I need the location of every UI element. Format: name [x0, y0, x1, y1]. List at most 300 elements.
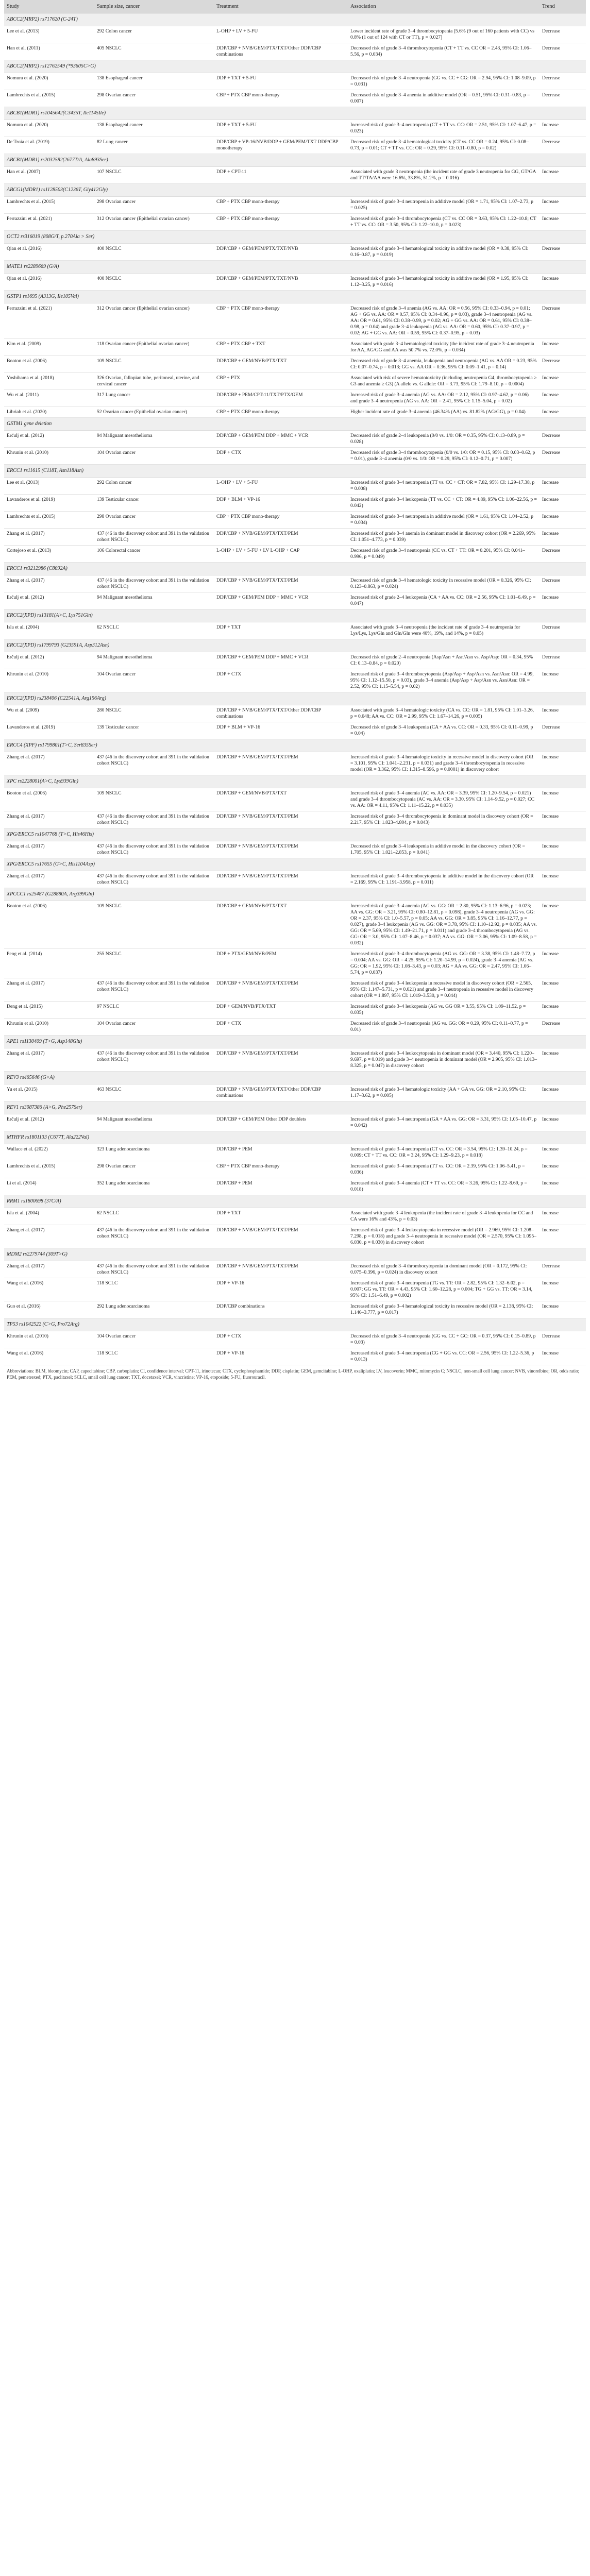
header-sample: Sample size, cancer: [94, 0, 214, 13]
cell-sample: 298 Ovarian cancer: [94, 1161, 214, 1178]
cell-treatment: DDP/CBP combinations: [214, 1301, 348, 1318]
cell-trend: Decrease: [540, 1331, 586, 1348]
cell-treatment: CBP + PTX CBP mono-therapy: [214, 1161, 348, 1178]
cell-trend: Decrease: [540, 90, 586, 107]
cell-sample: 139 Testicular cancer: [94, 495, 214, 512]
cell-study: Booton et al. (2006): [4, 901, 94, 949]
cell-association: Increased risk of grade 3–4 hematological toxicity in additive model (OR = 1.95, 95% CI: 1.12–3.25, p = 0.016): [348, 274, 540, 291]
table-row: [4, 546, 586, 563]
cell-treatment: DDP/CBP + NVB/GEM/PTX/TXT/PEM: [214, 811, 348, 828]
cell-association: Associated with grade 3–4 hematologic toxicity (CA vs. CC: OR = 1.81, 95% CI: 1.01–3.26, p = 0.048; AA vs. CC: OR = 2.99, 95% CI: 1.67–14.26, p = 0.005): [348, 705, 540, 722]
variant-section-row: [4, 828, 586, 841]
cell-association: Lower incident rate of grade 3–4 thrombocytopenia [5.6% (9 out of 160 patients with CC) vs 0.8% (1 out of 124 with CT or TT), p = 0.027]: [348, 26, 540, 43]
table-row: [4, 390, 586, 407]
cell-association: Decreased risk of grade 2–4 leukopenia (0/0 vs. 1/0: OR = 0.35, 95% CI: 0.13–0.89, p = 0.028): [348, 431, 540, 448]
cell-association: Decreased risk of grade 3–4 leukopenia in additive model in the discovery cohort (OR = 1.705, 95% CI: 1.021–2.853, p = 0.041): [348, 841, 540, 858]
variant-section-row: [4, 154, 586, 167]
cell-treatment: L-OHP + LV + 5-FU: [214, 478, 348, 495]
cell-association: Associated with grade 3–4 neutropenia (the incident rate of grade 3–4 neutropenia for Lys/Lys, Lys/Gln and Gln/Gln were 40%, 19%, and 14%, p = 0.05): [348, 622, 540, 639]
cell-association: Decreased risk of grade 3–4 hematologic toxicity in recessive model (OR = 0.326, 95% CI: 0.123–0.863, p = 0.024): [348, 575, 540, 592]
variant-section-row: [4, 291, 586, 303]
variant-title: ERCC2(XPD) rs238406 (C22541A, Arg156Arg): [4, 692, 586, 705]
cell-sample: 138 Esophageal cancer: [94, 120, 214, 137]
cell-trend: Increase: [540, 1144, 586, 1161]
table-row: [4, 752, 586, 775]
cell-association: Decreased risk of grade 3–4 anemia (AG vs. AA: OR = 0.56, 95% CI: 0.33–0.94, p = 0.01; AG + GG vs. AA: OR = 0.57, 95% CI: 0.34–0.96, p = 0.03), grade 3–4 neutropenia (AG vs. AA: OR = 0.61, 95% CI: 0.38–0.99, p = 0.02; AG + GG vs. AA: OR = 0.61, 95% CI: 0.38–0.98, p = 0.04) and grade 3–4 leukopenia (AG vs. AA: OR = 0.60, 95% CI: 0.37–0.97, p = 0.02; AG + GG vs. AA: OR = 0.59, 95% CI: 0.37–0.95, p = 0.03): [348, 303, 540, 339]
cell-sample: 94 Malignant mesothelioma: [94, 592, 214, 609]
cell-trend: Increase: [540, 214, 586, 231]
cell-sample: 323 Lung adenocarcinoma: [94, 1144, 214, 1161]
table-row: [4, 978, 586, 1002]
cell-treatment: L-OHP + LV + 5-FU + LV L-OHP + CAP: [214, 546, 348, 563]
variant-section-row: [4, 1072, 586, 1084]
cell-trend: Increase: [540, 901, 586, 949]
cell-sample: 292 Colon cancer: [94, 26, 214, 43]
variant-title: MTHFR rs1801133 (C677T, Ala222Val): [4, 1131, 586, 1144]
cell-association: Decreased risk of grade 3–4 thrombocytopenia in dominant model (OR = 0.172, 95% CI: 0.075–0.396, p = 0.024) in discovery cohort: [348, 1261, 540, 1278]
variant-title: GSTM1 gene deletion: [4, 418, 586, 431]
cell-association: Increased risk of grade 3–4 neutropenia (TT vs. CC + CT: OR = 7.82, 95% CI: 1.29–17.38, p = 0.008): [348, 478, 540, 495]
cell-treatment: CBP + PTX CBP mono-therapy: [214, 407, 348, 418]
table-row: [4, 622, 586, 639]
cell-study: Isla et al. (2004): [4, 1208, 94, 1225]
cell-treatment: DDP/CBP + NVB/GEM/PTX/TXT/PEM: [214, 529, 348, 546]
cell-trend: Increase: [540, 949, 586, 978]
cell-trend: Increase: [540, 788, 586, 811]
variant-title: XPG/ERCC5 rs1047768 (T>C, His46His): [4, 828, 586, 841]
cell-association: Decreased risk of grade 3–4 neutropenia (GG vs. CC + GC: OR = 0.37, 95% CI: 0.15–0.89, p = 0.03): [348, 1331, 540, 1348]
table-row: [4, 811, 586, 828]
cell-treatment: DDP/CBP + PEM: [214, 1178, 348, 1195]
cell-study: Cortejoso et al. (2013): [4, 546, 94, 563]
cell-trend: Decrease: [540, 26, 586, 43]
cell-trend: Increase: [540, 120, 586, 137]
cell-treatment: DDP + TXT + 5-FU: [214, 73, 348, 90]
cell-study: Zhang et al. (2017): [4, 1048, 94, 1072]
cell-study: Khrunin et al. (2010): [4, 1019, 94, 1036]
cell-association: Associated with grade 3–4 leukopenia (the incident rate of grade 3–4 leukopenia for CC and CA were 16% and 43%, p = 0.03): [348, 1208, 540, 1225]
cell-treatment: L-OHP + LV + 5-FU: [214, 26, 348, 43]
cell-trend: Decrease: [540, 43, 586, 60]
cell-sample: 97 NSCLC: [94, 1002, 214, 1019]
cell-study: Perrazzini et al. (2021): [4, 303, 94, 339]
cell-trend: Increase: [540, 167, 586, 184]
cell-association: Increased risk of grade 3–4 anemia (AG vs. AA: OR = 2.12, 95% CI: 0.97–4.62, p = 0.06) and grade 3–4 neutropenia (AG vs. AA: OR = 2.41, 95% CI: 1.15–5.04, p = 0.02): [348, 390, 540, 407]
cell-association: Increased risk of grade 3–4 thrombocytopenia (AG vs. GG: OR = 3.38, 95% CI: 1.48–7.72, p = 0.004; AA vs. GG: OR = 4.25, 95% CI: 1.20–14.99, p = 0.024), grade 3–4 anemia (AG vs. GG: OR = 1.92, 95% CI: 1.08–3.43, p = 0.03; AG + AA vs. GG: OR = 2.47, 95% CI: 1.06–5.74, p = 0.037): [348, 949, 540, 978]
cell-study: Zhang et al. (2017): [4, 978, 94, 1002]
cell-study: Kim et al. (2009): [4, 339, 94, 356]
variant-section-row: [4, 13, 586, 26]
cell-association: Decreased risk of grade 3–4 thrombocytopenia (0/0 vs. 1/0: OR = 0.15, 95% CI: 0.03–0.62, p = 0.01), grade 3–4 anemia (0/0 vs. 1/0: OR = 0.29, 95% CI: 0.12–0.71, p = 0.007): [348, 448, 540, 465]
cell-sample: 400 NSCLC: [94, 274, 214, 291]
cell-treatment: DDP/CBP + GEM/NVB/PTX/TXT: [214, 788, 348, 811]
cell-sample: 109 NSCLC: [94, 788, 214, 811]
cell-treatment: DDP + GEM/NVB/PTX/TXT: [214, 1002, 348, 1019]
cell-study: Lambrechts et al. (2015): [4, 197, 94, 214]
cell-association: Increased risk of grade 3–4 neutropenia (TT vs. CC: OR = 2.39, 95% CI: 1.06–5.41, p = 0.036): [348, 1161, 540, 1178]
variant-section-row: [4, 261, 586, 274]
cell-trend: Increase: [540, 1114, 586, 1131]
table-row: [4, 575, 586, 592]
cell-association: Increased risk of grade 3–4 neutropenia in additive model (OR = 1.71, 95% CI: 1.07–2.73, p = 0.025): [348, 197, 540, 214]
cell-sample: 82 Lung cancer: [94, 137, 214, 154]
cell-trend: Increase: [540, 373, 586, 390]
cell-trend: Increase: [540, 478, 586, 495]
cell-treatment: DDP + TXT: [214, 622, 348, 639]
cell-treatment: DDP/CBP + GEM/NVB/PTX/TXT: [214, 901, 348, 949]
variant-title: XPG/ERCC5 rs17655 (G>C, His1104Asp): [4, 858, 586, 871]
cell-treatment: DDP/CBP + PEM/CPT-11/TXT/PTX/GEM: [214, 390, 348, 407]
variant-title: REV1 rs3087386 (A>G, Phe257Ser): [4, 1101, 586, 1114]
cell-sample: 298 Ovarian cancer: [94, 512, 214, 529]
table-header: [4, 0, 586, 13]
header-row: [4, 0, 586, 13]
cell-trend: Increase: [540, 1348, 586, 1365]
cell-association: Decreased risk of grade 3–4 anemia, leukopenia and neutropenia (AG vs. AA OR = 0.23, 95% CI: 0.07–0.74, p = 0.013; GG vs. AA OR = 0.36, 95% CI: 0.09–1.41, p = 0.14): [348, 356, 540, 373]
header-study: Study: [4, 0, 94, 13]
cell-study: Wallace et al. (2022): [4, 1144, 94, 1161]
variant-section-row: [4, 692, 586, 705]
cell-study: Yoshihama et al. (2018): [4, 373, 94, 390]
header-association: Association: [348, 0, 540, 13]
cell-study: Guo et al. (2016): [4, 1301, 94, 1318]
cell-association: Increased risk of grade 3–4 leukocytopenia in recessive model (OR = 2.969, 95% CI: 1.208–7.298, p = 0.018) and grade 3–4 neutropenia in recessive model (OR = 2.570, 95% CI: 1.095–6.030, p = 0.030) in discovery cohort: [348, 1225, 540, 1248]
cell-trend: Increase: [540, 1278, 586, 1301]
cell-association: Increased risk of grade 3–4 leukocytopenia in dominant model (OR = 3.440, 95% CI: 1.220–9.697, p = 0.019) and grade 3–4 neutropenia in dominant model (OR = 2.905, 95% CI: 1.013–8.325, p = 0.047) in discovery cohort: [348, 1048, 540, 1072]
variant-section-row: [4, 60, 586, 73]
variant-title: ABCC2(MRP2) rs12762549 (*93605C>G): [4, 60, 586, 73]
variant-section-row: [4, 231, 586, 244]
cell-association: Increased risk of grade 3–4 thrombocytopenia in additive model in the discovery cohort (OR = 2.169, 95% CI: 1.191–3.958, p = 0.011): [348, 871, 540, 888]
cell-treatment: CBP + PTX: [214, 373, 348, 390]
table-row: [4, 431, 586, 448]
variant-section-row: [4, 184, 586, 197]
variant-title: ABCC2(MRP2) rs717620 (C-24T): [4, 13, 586, 26]
table-row: [4, 871, 586, 888]
variant-section-row: [4, 609, 586, 622]
table-row: [4, 1161, 586, 1178]
variant-section-row: [4, 1248, 586, 1261]
cell-trend: Increase: [540, 274, 586, 291]
cell-association: Increased risk of grade 3–4 thrombocytopenia (CT vs. CC OR = 3.63, 95% CI: 1.22–10.8; CT + TT vs. CC: OR = 3.50, 95% CI: 1.22–10.0, p = 0.023): [348, 214, 540, 231]
cell-association: Increased risk of grade 3–4 anemia in dominant model in discovery cohort (OR = 2.269, 95% CI: 1.051–4.773, p = 0.039): [348, 529, 540, 546]
table-row: [4, 495, 586, 512]
cell-association: Increased risk of grade 3–4 leukopenia in recessive model in discovery cohort (OR = 2.565, 95% CI: 1.147–5.731, p = 0.021) and grade 3–4 neutropenia in recessive model in discovery cohort (OR = 1.897, 95% CI: 1.019–3.530, p = 0.044): [348, 978, 540, 1002]
cell-sample: 292 Colon cancer: [94, 478, 214, 495]
cell-sample: 437 (46 in the discovery cohort and 391 in the validation cohort NSCLC): [94, 841, 214, 858]
cell-trend: Increase: [540, 871, 586, 888]
cell-treatment: DDP/CBP + GEM/PEM/PTX/TXT/NVB: [214, 274, 348, 291]
table-row: [4, 705, 586, 722]
cell-sample: 292 Lung adenocarcinoma: [94, 1301, 214, 1318]
cell-sample: 255 NSCLC: [94, 949, 214, 978]
cell-sample: 312 Ovarian cancer (Epithelial ovarian cancer): [94, 214, 214, 231]
cell-sample: 52 Ovarian cancer (Epithelial ovarian cancer): [94, 407, 214, 418]
cell-association: Associated with grade 3–4 hematological toxicity (the incident rate of grade 3–4 neutropenia for AA, AG/GG and AA was 50.7% vs. 72.0%, p = 0.034): [348, 339, 540, 356]
cell-study: Isla et al. (2004): [4, 622, 94, 639]
cell-trend: Increase: [540, 339, 586, 356]
cell-treatment: DDP/CBP + VP-16/NVB/DDP + GEM/PEM/TXT DDP/CBP monotherapy: [214, 137, 348, 154]
variant-title: ERCC1 rs11615 (C118T, Asn118Asn): [4, 465, 586, 478]
cell-treatment: DDP/CBP + GEM/PEM/PTX/TXT/NVB: [214, 244, 348, 261]
cell-study: Perrazzini et al. (2021): [4, 214, 94, 231]
table-row: [4, 669, 586, 692]
cell-sample: 437 (46 in the discovery cohort and 391 in the validation cohort NSCLC): [94, 1048, 214, 1072]
variant-section-row: [4, 1036, 586, 1048]
cell-sample: 312 Ovarian cancer (Epithelial ovarian cancer): [94, 303, 214, 339]
cell-association: Increased risk of grade 3–4 leukopenia (TT vs. CC + CT: OR = 4.89, 95% CI: 1.06–22.56, p = 0.042): [348, 495, 540, 512]
cell-sample: 62 NSCLC: [94, 622, 214, 639]
cell-association: Increased risk of grade 3–4 anemia (AG vs. GG: OR = 2.80, 95% CI: 1.13–6.96, p = 0.023; AA vs. GG: OR = 3.21, 95% CI: 0.80–12.81, p = 0.098), grade 3–4 neutropenia (AG vs. GG: OR = 2.37, 95% CI: 1.0–5.57, p = 0.05; AA vs. GG: OR = 3.85, 95% CI: 1.16–12.77, p = 0.027), grade 3–4 leukopenia (AG vs. GG: OR = 3.78, 95% CI: 1.10–12.92, p = 0.035; AA vs. GG: OR = 5.69, 95% CI: 1.49–21.71, p = 0.011) and grade 3–4 thrombocytopenia (AG vs. GG: OR = 3.0, 95% CI: 1.07–8.46, p = 0.037; AA vs. GG: OR = 3.06, 95% CI: 1.09–8.58, p = 0.032): [348, 901, 540, 949]
variant-section-row: [4, 775, 586, 788]
cell-treatment: CBP + PTX CBP mono-therapy: [214, 303, 348, 339]
table-row: [4, 120, 586, 137]
cell-trend: Increase: [540, 407, 586, 418]
cell-study: Han et al. (2011): [4, 43, 94, 60]
cell-study: Nomura et al. (2020): [4, 73, 94, 90]
cell-sample: 437 (46 in the discovery cohort and 391 in the validation cohort NSCLC): [94, 575, 214, 592]
cell-study: Khrunin et al. (2010): [4, 1331, 94, 1348]
cell-sample: 326 Ovarian, fallopian tube, peritoneal, uterine, and cervical cancer: [94, 373, 214, 390]
table-row: [4, 788, 586, 811]
cell-trend: Increase: [540, 390, 586, 407]
cell-sample: 94 Malignant mesothelioma: [94, 1114, 214, 1131]
cell-study: Erčulj et al. (2012): [4, 592, 94, 609]
header-treatment: Treatment: [214, 0, 348, 13]
table-row: [4, 1048, 586, 1072]
cell-association: Increased risk of grade 3–4 hematological toxicity in recessive model (OR = 2.138, 95% CI: 1.146–3.777, p = 0.017): [348, 1301, 540, 1318]
cell-study: Yu et al. (2015): [4, 1084, 94, 1101]
table-row: [4, 1002, 586, 1019]
cell-trend: Increase: [540, 197, 586, 214]
table-row: [4, 244, 586, 261]
cell-sample: 298 Ovarian cancer: [94, 197, 214, 214]
cell-treatment: DDP + PTX/GEM/NVB/PEM: [214, 949, 348, 978]
cell-study: Erčulj et al. (2012): [4, 1114, 94, 1131]
table-row: [4, 448, 586, 465]
cell-sample: 405 NSCLC: [94, 43, 214, 60]
cell-treatment: DDP/CBP + GEM/PEM Other DDP doublets: [214, 1114, 348, 1131]
variant-title: REV3 rs465646 (G>A): [4, 1072, 586, 1084]
cell-trend: Increase: [540, 1208, 586, 1225]
cell-sample: 118 Ovarian cancer (Epithelial ovarian cancer): [94, 339, 214, 356]
variant-title: ABCB1(MDR1) rs1045642(C3435T, Ile1145Ile): [4, 107, 586, 120]
cell-study: Deng et al. (2015): [4, 1002, 94, 1019]
table-row: [4, 1084, 586, 1101]
table-row: [4, 1178, 586, 1195]
cell-study: Zhang et al. (2017): [4, 871, 94, 888]
cell-association: Increased risk of grade 3–4 hematologic toxicity (AA + GA vs. GG: OR = 2.10, 95% CI: 1.17–3.62, p = 0.005): [348, 1084, 540, 1101]
cell-study: De Troia et al. (2019): [4, 137, 94, 154]
table-row: [4, 1348, 586, 1365]
table-row: [4, 652, 586, 669]
cell-study: Khrunin et al. (2010): [4, 448, 94, 465]
cell-study: Libriah et al. (2020): [4, 407, 94, 418]
pharmacogenomics-table: [4, 0, 586, 1365]
cell-sample: 107 NSCLC: [94, 167, 214, 184]
cell-association: Decreased risk of grade 3–4 anemia in additive model (OR = 0.51, 95% CI: 0.31–0.83, p = 0.007): [348, 90, 540, 107]
cell-sample: 280 NSCLC: [94, 705, 214, 722]
cell-treatment: DDP/CBP + PEM: [214, 1144, 348, 1161]
cell-study: Erčulj et al. (2012): [4, 431, 94, 448]
cell-study: Li et al. (2014): [4, 1178, 94, 1195]
cell-treatment: DDP/CBP + NVB/GEM/PTX/TXT/PEM: [214, 752, 348, 775]
table-row: [4, 303, 586, 339]
cell-association: Increased risk of grade 3–4 leukopenia (AG vs. GG OR = 3.55, 95% CI: 1.09–11.52, p = 0.035): [348, 1002, 540, 1019]
cell-treatment: DDP + CTX: [214, 448, 348, 465]
variant-title: GSTP1 rs1695 (A313G, Ile105Val): [4, 291, 586, 303]
table-row: [4, 512, 586, 529]
cell-study: Zhang et al. (2017): [4, 529, 94, 546]
cell-sample: 463 NSCLC: [94, 1084, 214, 1101]
cell-association: Increased risk of grade 2–4 leukopenia (CA + AA vs. CC: OR = 2.56, 95% CI: 1.01–6.49, p = 0.047): [348, 592, 540, 609]
cell-sample: 298 Ovarian cancer: [94, 90, 214, 107]
cell-study: Wang et al. (2016): [4, 1278, 94, 1301]
cell-treatment: CBP + PTX CBP mono-therapy: [214, 512, 348, 529]
cell-trend: Decrease: [540, 448, 586, 465]
variant-section-row: [4, 563, 586, 575]
cell-study: Nomura et al. (2020): [4, 120, 94, 137]
table-row: [4, 841, 586, 858]
cell-association: Increased risk of grade 3–4 thrombocytopenia (Asp/Asp + Asp/Asn vs. Asn/Asn: OR = 4.99, 95% CI: 1.12–15.50, p = 0.03), grade 3–4 anemia (Asp/Asp + Asp/Asn vs. Asn/Asn: OR = 2.52, 95% CI: 1.15–5.54, p = 0.02): [348, 669, 540, 692]
variant-section-row: [4, 1131, 586, 1144]
cell-association: Decreased risk of grade 3–4 neutropenia (GG vs. CC + CG: OR = 2.94, 95% CI: 1.08–9.09, p = 0.031): [348, 73, 540, 90]
cell-trend: Decrease: [540, 431, 586, 448]
variant-title: ABCB1(MDR1) rs2032582(2677T/A, Ala893Ser): [4, 154, 586, 167]
variant-section-row: [4, 1101, 586, 1114]
table-row: [4, 1208, 586, 1225]
table-row: [4, 407, 586, 418]
cell-trend: Increase: [540, 512, 586, 529]
cell-treatment: DDP + TXT: [214, 1208, 348, 1225]
cell-treatment: DDP/CBP + GEM/PEM DDP + MMC + VCR: [214, 592, 348, 609]
results-document: [4, 0, 586, 1383]
table-row: [4, 43, 586, 60]
variant-section-row: [4, 639, 586, 652]
cell-association: Decreased risk of grade 3–4 leukopenia (CA + AA vs. CC: OR = 0.33, 95% CI: 0.11–0.99, p = 0.04): [348, 722, 540, 739]
cell-association: Increased risk of grade 3–4 neutropenia in additive model (OR = 1.61, 95% CI: 1.04–2.52, p = 0.034): [348, 512, 540, 529]
cell-treatment: DDP + CTX: [214, 669, 348, 692]
cell-study: Qian et al. (2016): [4, 274, 94, 291]
cell-treatment: DDP/CBP + GEM/NVB/PTX/TXT: [214, 356, 348, 373]
cell-trend: Decrease: [540, 1019, 586, 1036]
variant-section-row: [4, 107, 586, 120]
variant-title: RRM1 rs1800698 (37C/A): [4, 1195, 586, 1208]
table-row: [4, 1225, 586, 1248]
cell-sample: 94 Malignant mesothelioma: [94, 652, 214, 669]
table-row: [4, 901, 586, 949]
cell-study: Han et al. (2007): [4, 167, 94, 184]
cell-trend: Increase: [540, 705, 586, 722]
variant-title: XPC rs2228001(A>C, Lys939Gln): [4, 775, 586, 788]
cell-sample: 437 (46 in the discovery cohort and 391 in the validation cohort NSCLC): [94, 529, 214, 546]
cell-association: Associated with risk of severe hematotoxicity (including neutropenia G4, thrombocytopenia ≥ G3 and anemia ≥ G3) (A allele vs. G allele: OR = 3.73, 95% CI: 1.79–8.10, p = 0.0004): [348, 373, 540, 390]
table-row: [4, 90, 586, 107]
variant-title: ERCC2(XPD) rs1799793 (G23591A, Asp312Asn): [4, 639, 586, 652]
cell-association: Associated with grade 3 neutropenia (the incident rate of grade 3 neutropenia for GG, GT/GA and TT/TA/AA were 16.6%, 33.8%, 51.2%, p = 0.016): [348, 167, 540, 184]
cell-study: Zhang et al. (2017): [4, 575, 94, 592]
cell-treatment: CBP + PTX CBP + TXT: [214, 339, 348, 356]
table-body: [4, 13, 586, 1365]
abbreviations-footnote: Abbreviations: BLM, bleomycin; CAP, capecitabine; CBP, carboplatin; CI, confidence interval; CPT-11, irinotecan; CTX, cyclophosphamide; DDP, cisplatin; GEM, gemcitabine; L-OHP, oxaliplatin; LV, leucovorin; MMC, mitomycin C; NSCLC, non-small cell lung cancer; NVB, vinorelbine; OR, odds ratio; PEM, pemetrexed; PTX, paclitaxel; SCLC, small cell lung cancer; TXT, docetaxel; VCR, vincristine; VP-16, etoposide; 5-FU, fluorouracil.: [7, 1368, 580, 1380]
cell-treatment: DDP + VP-16: [214, 1278, 348, 1301]
cell-trend: Increase: [540, 841, 586, 858]
cell-sample: 104 Ovarian cancer: [94, 448, 214, 465]
table-row: [4, 73, 586, 90]
cell-sample: 400 NSCLC: [94, 244, 214, 261]
cell-treatment: CBP + PTX CBP mono-therapy: [214, 197, 348, 214]
cell-treatment: DDP/CBP + NVB/GEM/PTX/TXT/PEM: [214, 978, 348, 1002]
cell-trend: Increase: [540, 529, 586, 546]
cell-study: Lambrechts et al. (2015): [4, 1161, 94, 1178]
cell-study: Lambrechts et al. (2015): [4, 512, 94, 529]
table-row: [4, 167, 586, 184]
cell-treatment: DDP + TXT + 5-FU: [214, 120, 348, 137]
variant-title: APE1 rs1130409 (T>G, Asp148Glu): [4, 1036, 586, 1048]
cell-study: Zhang et al. (2017): [4, 1225, 94, 1248]
cell-treatment: DDP/CBP + NVB/GEM/PTX/TXT/PEM: [214, 575, 348, 592]
cell-treatment: DDP + CTX: [214, 1331, 348, 1348]
cell-treatment: DDP + BLM + VP-16: [214, 722, 348, 739]
variant-section-row: [4, 858, 586, 871]
cell-trend: Increase: [540, 1048, 586, 1072]
cell-sample: 118 SCLC: [94, 1348, 214, 1365]
cell-association: Increased risk of grade 3–4 anemia (CT + TT vs. CC: OR = 3.26, 95% CI: 1.22–8.69, p = 0.018): [348, 1178, 540, 1195]
cell-study: Qian et al. (2016): [4, 244, 94, 261]
cell-trend: Decrease: [540, 546, 586, 563]
cell-treatment: DDP/CBP + NVB/GEM/PTX/TXT/Other DDP/CBP combinations: [214, 1084, 348, 1101]
cell-trend: Decrease: [540, 137, 586, 154]
cell-association: Increased risk of grade 3–4 anemia (AC vs. AA: OR = 3.39, 95% CI: 1.20–9.54, p = 0.021) and grade 3–4 thrombocytopenia (AC vs. AA: OR = 3.30, 95% CI: 1.14–9.52, p = 0.027; CC vs. AA: OR = 4.11, 95% CI: 1.11–15.22, p = 0.035): [348, 788, 540, 811]
cell-study: Lee et al. (2013): [4, 478, 94, 495]
cell-study: Zhang et al. (2017): [4, 1261, 94, 1278]
cell-trend: Decrease: [540, 356, 586, 373]
table-row: [4, 592, 586, 609]
cell-sample: 62 NSCLC: [94, 1208, 214, 1225]
cell-study: Booton et al. (2006): [4, 356, 94, 373]
cell-trend: Increase: [540, 1225, 586, 1248]
variant-section-row: [4, 1318, 586, 1331]
cell-study: Zhang et al. (2017): [4, 752, 94, 775]
cell-association: Decreased risk of grade 3–4 neutropenia (CC vs. CT + TT: OR = 0.201, 95% CI: 0.041–0.996, p = 0.049): [348, 546, 540, 563]
cell-association: Decreased risk of grade 2–4 neutropenia (Asp/Asn + Asn/Asn vs. Asp/Asp: OR = 0.34, 95% CI: 0.13–0.84, p = 0.020): [348, 652, 540, 669]
variant-title: MDM2 rs2279744 (309T>G): [4, 1248, 586, 1261]
table-row: [4, 1019, 586, 1036]
cell-sample: 317 Lung cancer: [94, 390, 214, 407]
cell-sample: 109 NSCLC: [94, 901, 214, 949]
cell-trend: Increase: [540, 811, 586, 828]
table-row: [4, 339, 586, 356]
table-row: [4, 214, 586, 231]
header-trend: Trend: [540, 0, 586, 13]
table-row: [4, 1301, 586, 1318]
cell-trend: Decrease: [540, 244, 586, 261]
cell-sample: 437 (46 in the discovery cohort and 391 in the validation cohort NSCLC): [94, 752, 214, 775]
variant-title: XPCCC1 rs25487 (G28880A, Arg399Gln): [4, 888, 586, 901]
cell-trend: Decrease: [540, 652, 586, 669]
variant-title: TP53 rs1042522 (C>G, Pro72Arg): [4, 1318, 586, 1331]
variant-title: MATE1 rs2289669 (G/A): [4, 261, 586, 274]
cell-treatment: DDP + VP-16: [214, 1348, 348, 1365]
cell-trend: Increase: [540, 978, 586, 1002]
table-row: [4, 274, 586, 291]
cell-sample: 437 (46 in the discovery cohort and 391 in the validation cohort NSCLC): [94, 978, 214, 1002]
cell-sample: 104 Ovarian cancer: [94, 669, 214, 692]
cell-study: Wu et al. (2009): [4, 705, 94, 722]
cell-association: Increased risk of grade 3–4 hematological toxicity in additive model (OR = 0.38, 95% CI: 0.16–0.87, p = 0.019): [348, 244, 540, 261]
cell-trend: Decrease: [540, 1261, 586, 1278]
cell-trend: Increase: [540, 1301, 586, 1318]
